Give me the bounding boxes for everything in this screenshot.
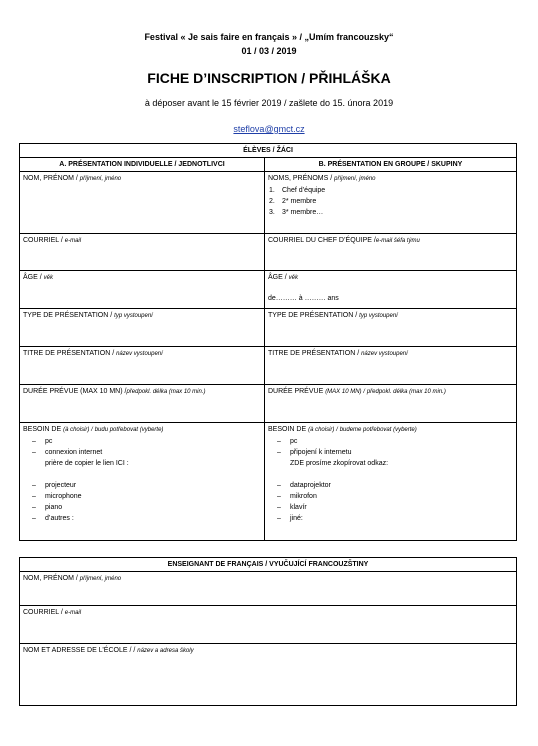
needs-list-equipment <box>31 480 261 524</box>
needs-option-other[interactable]: – jiné: <box>276 513 513 524</box>
email-label: COURRIEL / <box>23 237 63 244</box>
individual-type-field[interactable] <box>20 309 265 347</box>
member-item: 1. Chef d’équipe <box>269 187 326 194</box>
teacher-email-field[interactable] <box>20 606 517 644</box>
age-label: ÂGE / <box>23 274 42 281</box>
group-age-field[interactable] <box>265 271 517 309</box>
age-label: ÂGE / <box>268 274 287 281</box>
needs-option-microphone[interactable]: – mikrofon <box>276 491 513 502</box>
festival-date: 01 / 03 / 2019 <box>241 46 297 56</box>
member-item: 2. 2* membre <box>269 198 317 205</box>
name-sublabel: příjmení, jméno <box>79 576 122 582</box>
teacher-name-field[interactable] <box>20 572 517 606</box>
contact-email-link[interactable]: steflova@gmct.cz <box>233 124 305 134</box>
school-field[interactable] <box>20 644 517 706</box>
type-label: TYPE DE PRÉSENTATION / <box>23 312 113 319</box>
needs-option-internet[interactable]: – connexion internet <box>31 447 261 458</box>
age-sublabel: věk <box>43 275 53 281</box>
email-sublabel: e-mail <box>64 238 82 244</box>
needs-list <box>276 436 513 458</box>
age-range-text: de……… à ……… ans <box>268 295 339 302</box>
type-sublabel: typ vystoupení <box>359 313 398 319</box>
members-list <box>268 185 513 218</box>
page-title: FICHE D’INSCRIPTION / PŘIHLÁŠKA <box>147 70 391 86</box>
name-label: NOM, PRÉNOM / <box>23 175 78 182</box>
member-item: 3. 3* membre… <box>269 209 324 216</box>
needs-option-pc[interactable]: – pc <box>31 436 261 447</box>
duration-label: DURÉE PRÉVUE (MAX 10 MN) / <box>23 388 127 395</box>
duration-label: DURÉE PRÉVUE <box>268 388 324 395</box>
deadline-text: à déposer avant le 15 février 2019 / zašlete do 15. února 2019 <box>144 98 394 108</box>
students-heading: ÉLÈVES / ŽÁCI <box>20 144 517 158</box>
needs-list-equipment <box>276 480 513 524</box>
festival-title: Festival « Je sais faire en français » / „Umím francouzsky“ <box>144 32 394 42</box>
group-names-field[interactable] <box>265 172 517 234</box>
duration-sublabel: předpokl. délka (max 10 min.) <box>126 389 206 395</box>
school-label: NOM ET ADRESSE DE L’ÉCOLE / / <box>23 647 136 654</box>
email-label: COURRIEL / <box>23 609 63 616</box>
group-title-field[interactable] <box>265 347 517 385</box>
needs-label: BESOIN DE <box>23 426 62 433</box>
link-note: ZDE prosíme zkopírovat odkaz: <box>290 460 389 467</box>
group-needs-field <box>265 423 517 541</box>
students-table <box>19 143 517 541</box>
group-leader-email-field[interactable] <box>265 234 517 271</box>
needs-option-projector[interactable]: – projecteur <box>31 480 261 491</box>
individual-title-field[interactable] <box>20 347 265 385</box>
name-label: NOM, PRÉNOM / <box>23 575 78 582</box>
needs-mid-label: (à choisir) / <box>63 427 93 433</box>
link-note: prière de copier le lien ICI : <box>45 460 129 467</box>
leader-email-sublabel: e-mail šéfa týmu <box>375 238 420 244</box>
group-type-field[interactable] <box>265 309 517 347</box>
duration-sublabel: předpokl. délka (max 10 min.) <box>366 389 446 395</box>
needs-option-piano[interactable]: – klavír <box>276 502 513 513</box>
individual-name-field[interactable] <box>20 172 265 234</box>
teacher-heading: ENSEIGNANT DE FRANÇAIS / VYUČUJÍCÍ FRANCOUZŠTINY <box>20 558 517 572</box>
needs-list <box>31 436 261 458</box>
duration-mid-label: (MAX 10 MN) / <box>325 389 365 395</box>
group-heading: B. PRÉSENTATION EN GROUPE / SKUPINY <box>265 158 517 172</box>
names-label: NOMS, PRÉNOMS / <box>268 175 333 182</box>
individual-age-field[interactable] <box>20 271 265 309</box>
email-sublabel: e-mail <box>64 610 82 616</box>
school-sublabel: název a adresa školy <box>137 648 194 654</box>
individual-duration-field[interactable] <box>20 385 265 423</box>
needs-mid-label: (à choisir) / <box>308 427 338 433</box>
type-label: TYPE DE PRÉSENTATION / <box>268 312 358 319</box>
needs-sublabel: budu potřebovat (vyberte) <box>94 427 164 433</box>
title-label: TITRE DE PRÉSENTATION / <box>23 350 115 357</box>
age-sublabel: věk <box>288 275 298 281</box>
title-sublabel: název vystoupení <box>116 351 163 357</box>
individual-email-field[interactable] <box>20 234 265 271</box>
needs-option-other[interactable]: – d’autres : <box>31 513 261 524</box>
needs-option-piano[interactable]: – piano <box>31 502 261 513</box>
teacher-table <box>19 557 517 706</box>
title-sublabel: název vystoupení <box>361 351 408 357</box>
individual-needs-field <box>20 423 265 541</box>
needs-option-internet[interactable]: – připojení k internetu <box>276 447 513 458</box>
title-label: TITRE DE PRÉSENTATION / <box>268 350 360 357</box>
group-duration-field[interactable] <box>265 385 517 423</box>
needs-option-microphone[interactable]: – microphone <box>31 491 261 502</box>
needs-sublabel: budeme potřebovat (vyberte) <box>339 427 417 433</box>
name-sublabel: příjmení, jméno <box>79 176 122 182</box>
leader-email-label: COURRIEL DU CHEF D’ÉQUIPE / <box>268 237 376 244</box>
needs-option-pc[interactable]: – pc <box>276 436 513 447</box>
type-sublabel: typ vystoupení <box>114 313 153 319</box>
individual-heading: A. PRÉSENTATION INDIVIDUELLE / JEDNOTLIVCI <box>20 158 265 172</box>
needs-option-projector[interactable]: – dataprojektor <box>276 480 513 491</box>
names-sublabel: příjmení, jméno <box>334 176 376 182</box>
needs-label: BESOIN DE <box>268 426 307 433</box>
